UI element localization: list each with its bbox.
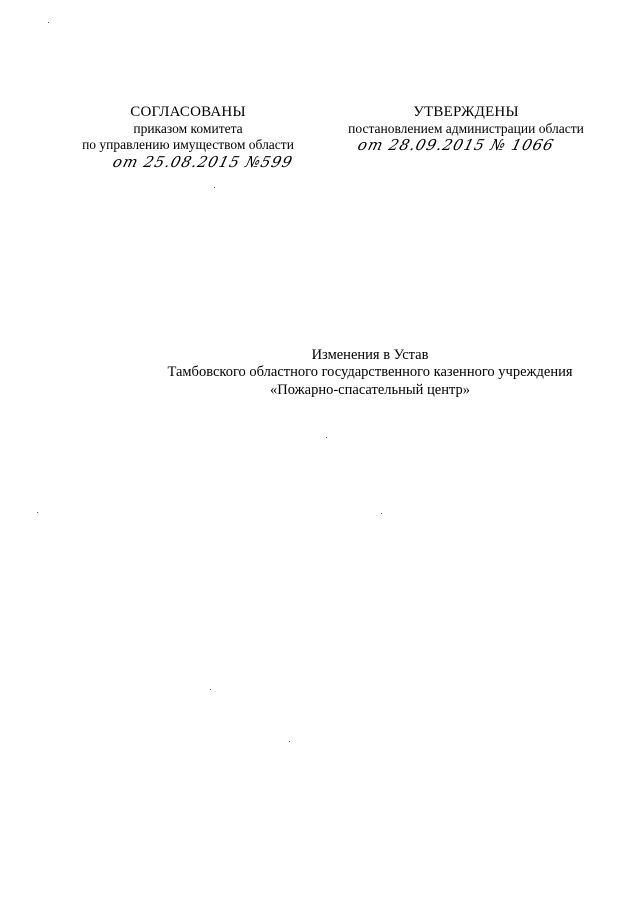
title-line-3: «Пожарно-спасательный центр» (270, 381, 470, 398)
agreed-order-line: приказом комитета (133, 121, 243, 137)
agreed-handwritten-date: от 25.08.2015 №599 (111, 153, 296, 172)
approval-block-approved (328, 104, 604, 155)
scan-speck (214, 187, 215, 188)
title-line-1: Изменения в Устав (311, 347, 429, 363)
scan-speck (326, 437, 327, 438)
approved-resolution-line: постановлением администрации области (348, 121, 584, 137)
scan-speck (289, 741, 290, 742)
scan-speck (37, 512, 38, 513)
agreed-committee-line: по управлению имуществом области (82, 136, 294, 152)
approved-heading: УТВЕРЖДЕНЫ (413, 104, 519, 120)
document-title (140, 347, 600, 399)
agreed-heading: СОГЛАСОВАНЫ (130, 104, 246, 120)
title-line-2: Тамбовского областного государственного казенного учреждения (167, 364, 573, 381)
scan-speck (210, 689, 211, 690)
scan-speck (381, 513, 382, 514)
scan-speck (48, 22, 49, 23)
approval-block-agreed (50, 104, 326, 173)
approved-handwritten-date: от 28.09.2015 № 1066 (356, 135, 557, 154)
